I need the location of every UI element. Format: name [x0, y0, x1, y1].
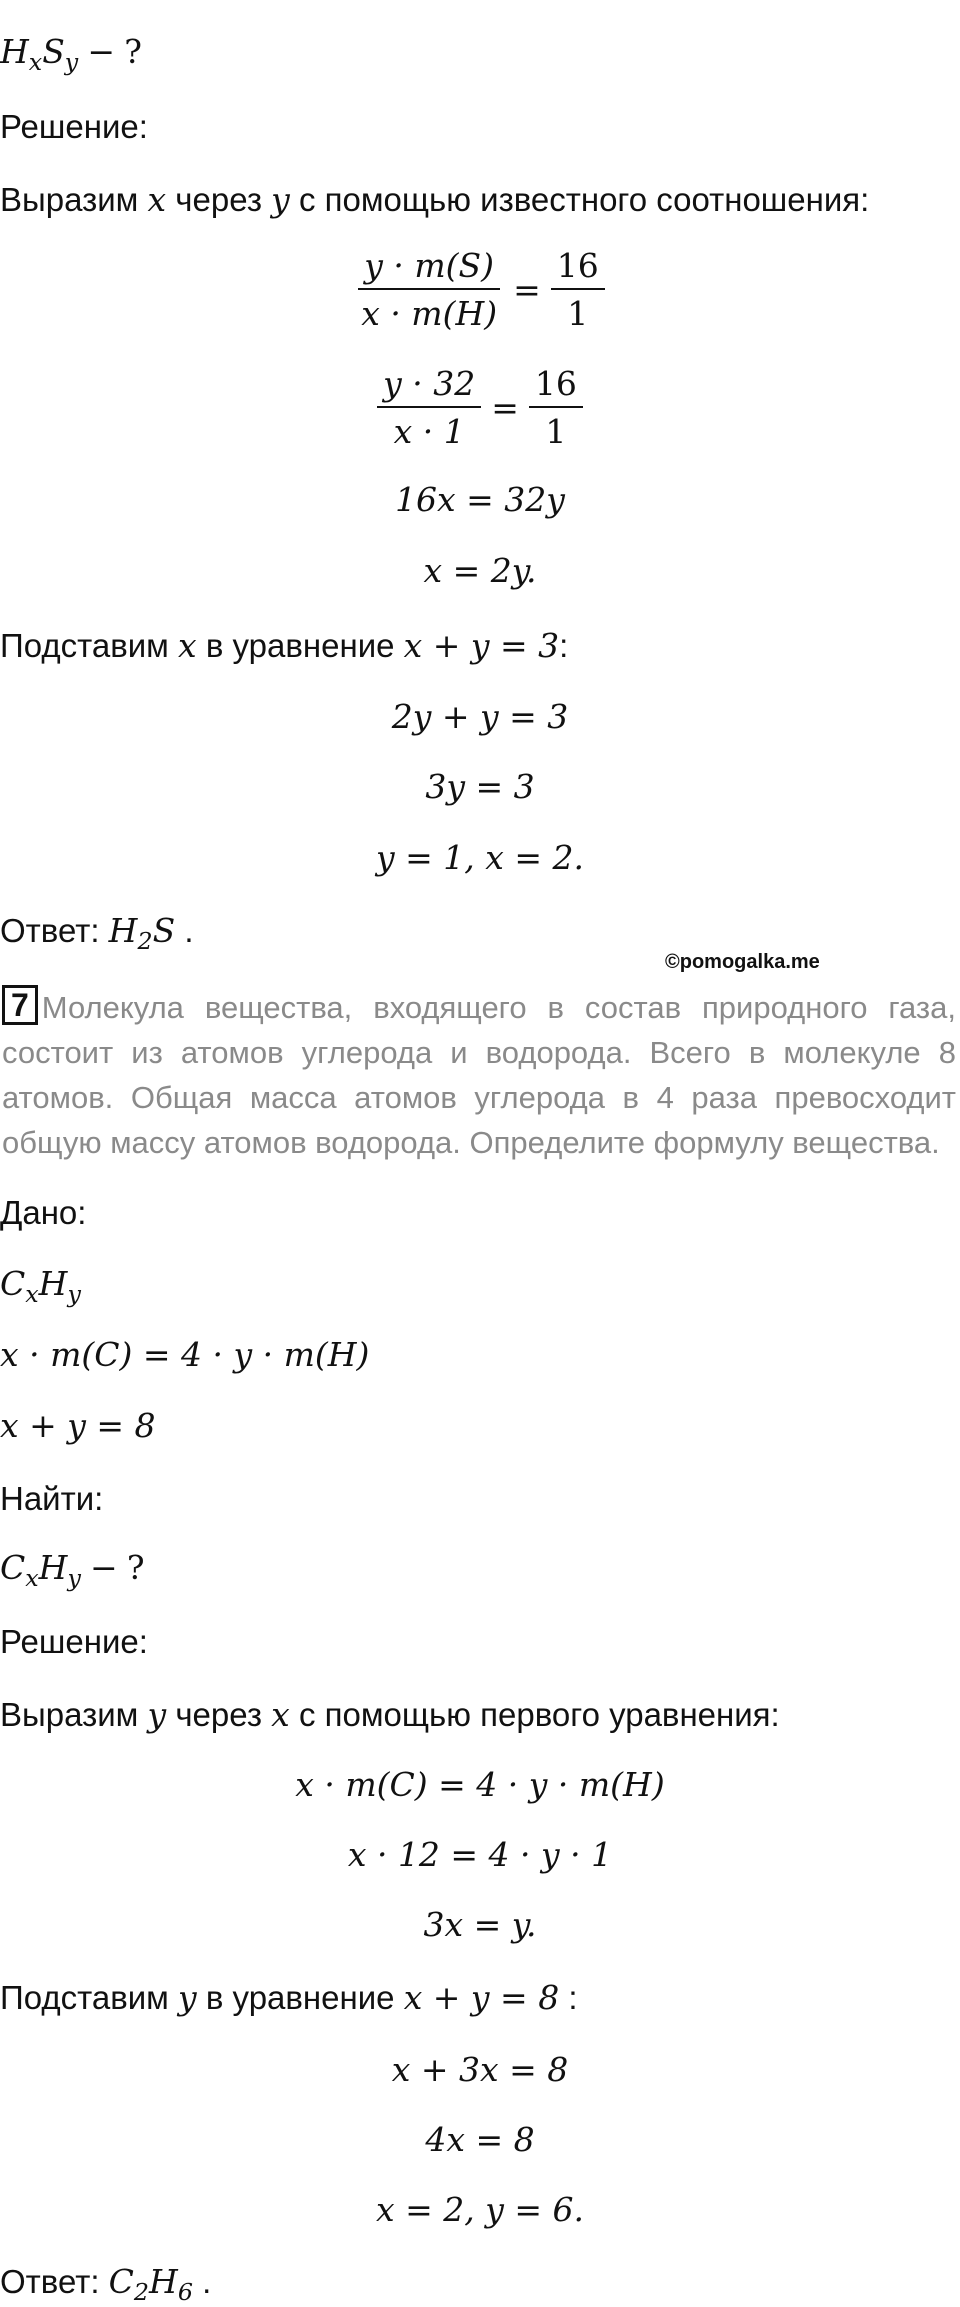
equation-x2-y6: x = 2, y = 6.	[376, 2190, 584, 2229]
find-label: Найти:	[0, 1480, 104, 1517]
equation-y1-x2: y = 1, x = 2.	[376, 838, 584, 877]
substitute-line-1: Подставим x в уравнение x + y = 3:	[0, 626, 569, 665]
watermark: ©pomogalka.me	[665, 951, 820, 973]
equation-16x: 16x = 32y	[395, 480, 565, 519]
answer-1: Ответ: $H_2S$ .	[0, 911, 194, 956]
answer-2: Ответ: $C_2H_6$ .	[0, 2262, 212, 2307]
given-atom-sum: x + y = 8	[0, 1406, 156, 1445]
given-label: Дано:	[0, 1194, 87, 1231]
find-formula-ch: $C_xH_y$ − ?	[0, 1548, 145, 1593]
substitute-line-2: Подставим y в уравнение x + y = 8 :	[0, 1978, 578, 2017]
equation-mass-relation: x · m(C) = 4 · y · m(H)	[295, 1765, 665, 1804]
equation-x-2y: x = 2y.	[423, 551, 537, 590]
equation-3x-y: 3x = y.	[423, 1905, 537, 1944]
express-line-1: Выразим x через y с помощью известного соотношения:	[0, 180, 870, 219]
solution-label-1: Решение:	[0, 108, 148, 145]
fraction-equation-2: $\frac{y \cdot 32}{x \cdot 1}$ = $\frac{16}{1}$	[0, 364, 960, 452]
given-mass-relation: x · m(C) = 4 · y · m(H)	[0, 1335, 370, 1374]
equation-12: x · 12 = 4 · y · 1	[347, 1835, 613, 1874]
problem-7-text: 7 Молекула вещества, входящего в состав природного газа, состоит из атомов углерода и водорода. Всего в молекуле 8 атомов. Общая масса атомов углерода в 4 раза превосходит общую массу атомов водорода. Определите формулу вещества.	[2, 987, 956, 1160]
equation-4x: 4x = 8	[425, 2120, 535, 2159]
equation-3y: 3y = 3	[425, 767, 535, 806]
problem-number: 7	[2, 985, 38, 1025]
fraction-equation-1: $\frac{y \cdot m(S)}{x \cdot m(H)}$ = $\frac{16}{1}$	[0, 246, 960, 334]
equation-x-3x: x + 3x = 8	[391, 2050, 569, 2089]
equation-2y-y: 2y + y = 3	[391, 697, 569, 736]
express-line-2: Выразим y через x с помощью первого уравнения:	[0, 1695, 780, 1734]
find-formula-hs: $H_xS_y$ − ?	[0, 32, 142, 77]
given-formula-ch: $C_xH_y$	[0, 1264, 81, 1309]
solution-label-2: Решение:	[0, 1623, 148, 1660]
